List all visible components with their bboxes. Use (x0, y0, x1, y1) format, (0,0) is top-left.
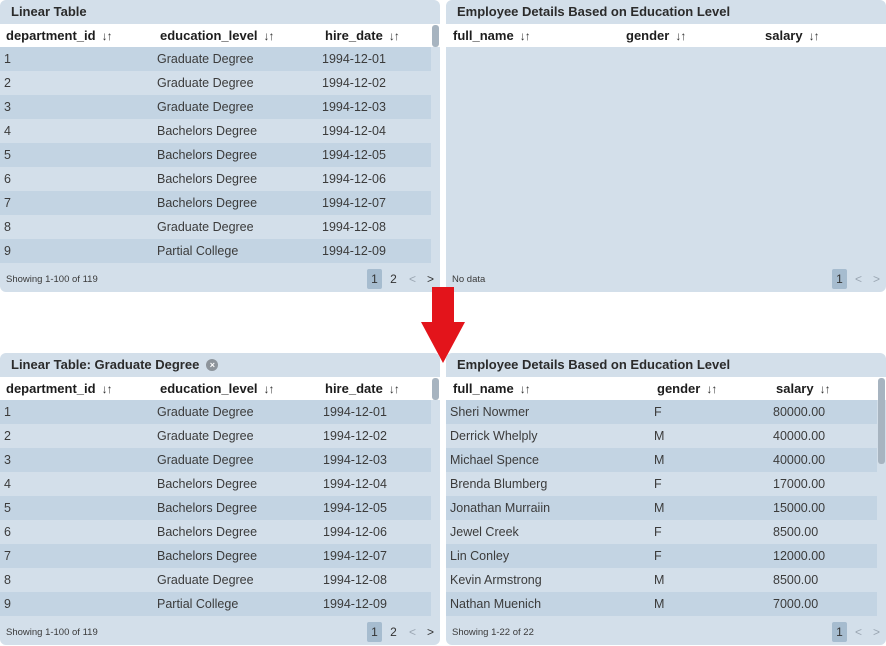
table-cell: 3 (4, 453, 11, 467)
panel-title: Employee Details Based on Education Level (457, 4, 731, 19)
vertical-scrollbar[interactable] (878, 378, 885, 464)
table-row[interactable] (0, 568, 431, 592)
table-row[interactable] (0, 119, 431, 143)
page-1-button[interactable]: 1 (367, 622, 382, 642)
vertical-scrollbar[interactable] (432, 25, 439, 47)
table-cell: M (654, 501, 665, 515)
table-cell: F (654, 405, 662, 419)
table-cell: Bachelors Degree (157, 124, 258, 138)
pagination (367, 622, 437, 642)
table-row[interactable] (446, 472, 877, 496)
column-label: full_name (453, 381, 514, 396)
table-row[interactable] (0, 496, 431, 520)
table-row[interactable] (0, 592, 431, 616)
column-label: education_level (160, 28, 258, 43)
sort-icon[interactable]: ↓↑ (519, 382, 530, 396)
bottom-linear-table-panel (0, 353, 440, 645)
top-linear-table-panel (0, 0, 440, 292)
table-header (0, 24, 440, 47)
table-cell: M (654, 597, 665, 611)
table-cell: Bachelors Degree (157, 549, 258, 563)
table-cell: Jonathan Murraiin (450, 501, 551, 515)
table-cell: 1994-12-07 (323, 549, 387, 563)
table-cell: 7000.00 (773, 597, 819, 611)
table-cell: 1994-12-04 (322, 124, 386, 138)
sort-icon[interactable]: ↓↑ (706, 382, 717, 396)
table-header (446, 24, 886, 47)
table-cell: 12000.00 (773, 549, 826, 563)
table-cell: Bachelors Degree (157, 477, 258, 491)
table-row[interactable] (0, 544, 431, 568)
table-cell: 1994-12-04 (323, 477, 387, 491)
table-row[interactable] (0, 47, 431, 71)
column-label: salary (776, 381, 814, 396)
table-cell: Graduate Degree (157, 453, 254, 467)
table-row[interactable] (0, 71, 431, 95)
table-row[interactable] (0, 400, 431, 424)
table-cell: 1994-12-02 (323, 429, 387, 443)
table-row[interactable] (0, 239, 431, 263)
page-1-button[interactable]: 1 (832, 622, 847, 642)
table-cell: 1994-12-08 (322, 220, 386, 234)
row-count-text: Showing 1-100 of 119 (6, 627, 98, 638)
table-header (0, 377, 440, 400)
table-cell: 1994-12-03 (322, 100, 386, 114)
table-row[interactable] (446, 496, 877, 520)
table-cell: 5 (4, 501, 11, 515)
table-row[interactable] (446, 544, 877, 568)
table-cell: 1 (4, 52, 11, 66)
column-label: hire_date (325, 381, 383, 396)
table-cell: 6 (4, 172, 11, 186)
table-cell: Bachelors Degree (157, 148, 258, 162)
table-cell: 4 (4, 477, 11, 491)
sort-icon[interactable]: ↓↑ (388, 382, 399, 396)
table-row[interactable] (446, 448, 877, 472)
column-header-salary[interactable] (765, 24, 819, 47)
table-cell: 17000.00 (773, 477, 826, 491)
column-label: gender (626, 28, 670, 43)
table-cell: 1994-12-06 (323, 525, 387, 539)
table-row[interactable] (0, 191, 431, 215)
table-cell: 9 (4, 597, 11, 611)
table-cell: 1994-12-06 (322, 172, 386, 186)
down-arrow-icon (421, 287, 465, 363)
table-row[interactable] (0, 167, 431, 191)
table-row[interactable] (0, 472, 431, 496)
table-cell: 1994-12-03 (323, 453, 387, 467)
sort-icon[interactable]: ↓↑ (675, 29, 686, 43)
table-cell: 1994-12-05 (322, 148, 386, 162)
table-row[interactable] (446, 568, 877, 592)
table-cell: Graduate Degree (157, 429, 254, 443)
no-data-text: No data (452, 274, 486, 285)
page-1-button[interactable]: 1 (832, 269, 847, 289)
page-2-button[interactable]: 2 (390, 625, 397, 639)
table-cell: 1994-12-07 (322, 196, 386, 210)
column-label: salary (765, 28, 803, 43)
table-cell: 1994-12-08 (323, 573, 387, 587)
table-cell: Lin Conley (450, 549, 510, 563)
table-cell: 40000.00 (773, 453, 826, 467)
column-header-salary[interactable] (776, 377, 830, 400)
sort-icon[interactable]: ↓↑ (101, 382, 112, 396)
table-cell: 3 (4, 100, 11, 114)
table-cell: F (654, 477, 662, 491)
table-cell: Graduate Degree (157, 573, 254, 587)
table-cell: 1994-12-09 (323, 597, 387, 611)
column-header-full-name[interactable] (453, 377, 530, 400)
column-label: gender (657, 381, 701, 396)
table-cell: 8 (4, 573, 11, 587)
column-header-full-name[interactable] (453, 24, 530, 47)
table-cell: Bachelors Degree (157, 196, 258, 210)
column-label: department_id (6, 28, 96, 43)
column-header-education-level[interactable] (160, 24, 274, 47)
next-page-button[interactable]: > (426, 625, 434, 639)
table-cell: F (654, 549, 662, 563)
table-cell: 7 (4, 549, 11, 563)
next-page-button[interactable]: > (426, 272, 434, 286)
prev-page-button[interactable]: < (854, 272, 862, 286)
table-cell: M (654, 573, 665, 587)
table-cell: Partial College (157, 244, 239, 258)
panel-title: Linear Table (11, 4, 87, 19)
table-row[interactable] (0, 95, 431, 119)
top-employee-details-panel (446, 0, 886, 292)
table-cell: 8500.00 (773, 573, 819, 587)
column-header-hire-date[interactable] (325, 377, 399, 400)
column-header-education-level[interactable] (160, 377, 274, 400)
table-cell: Bachelors Degree (157, 501, 258, 515)
table-cell: 7 (4, 196, 11, 210)
table-cell: 8 (4, 220, 11, 234)
table-cell: 9 (4, 244, 11, 258)
column-header-department-id[interactable] (6, 24, 112, 47)
column-label: full_name (453, 28, 514, 43)
column-label: hire_date (325, 28, 383, 43)
bottom-employee-details-panel (446, 353, 886, 645)
panel-title (0, 353, 440, 377)
pagination (367, 269, 437, 289)
table-cell: 5 (4, 148, 11, 162)
table-cell: 2 (4, 76, 11, 90)
table-row[interactable] (0, 424, 431, 448)
table-cell: Bachelors Degree (157, 525, 258, 539)
table-cell: F (654, 525, 662, 539)
table-cell: 15000.00 (773, 501, 826, 515)
sort-icon[interactable]: ↓↑ (101, 29, 112, 43)
page-2-button[interactable]: 2 (390, 272, 397, 286)
table-cell: 80000.00 (773, 405, 826, 419)
table-header (446, 377, 886, 400)
table-cell: 1 (4, 405, 11, 419)
table-cell: M (654, 453, 665, 467)
pagination (832, 622, 884, 642)
prev-page-button[interactable]: < (408, 272, 416, 286)
table-cell: 1994-12-01 (323, 405, 387, 419)
table-row[interactable] (0, 520, 431, 544)
column-header-gender[interactable] (657, 377, 716, 400)
table-row[interactable] (0, 448, 431, 472)
table-row[interactable] (0, 215, 431, 239)
panel-title-text: Linear Table: Graduate Degree (11, 357, 200, 372)
panel-title: Employee Details Based on Education Level (457, 357, 731, 372)
table-cell: Graduate Degree (157, 52, 254, 66)
table-cell: 1994-12-01 (322, 52, 386, 66)
table-cell: Derrick Whelply (450, 429, 538, 443)
pagination (832, 269, 884, 289)
table-cell: Kevin Armstrong (450, 573, 542, 587)
table-cell: Partial College (157, 597, 239, 611)
sort-icon[interactable]: ↓↑ (263, 29, 274, 43)
table-cell: 40000.00 (773, 429, 826, 443)
sort-icon[interactable]: ↓↑ (263, 382, 274, 396)
sort-icon[interactable]: ↓↑ (519, 29, 530, 43)
table-cell: Graduate Degree (157, 100, 254, 114)
table-row[interactable] (446, 520, 877, 544)
table-row[interactable] (446, 592, 877, 616)
row-count-text: Showing 1-22 of 22 (452, 627, 534, 638)
clear-filter-icon[interactable]: × (206, 359, 218, 371)
table-cell: Brenda Blumberg (450, 477, 548, 491)
table-row[interactable] (446, 424, 877, 448)
table-row[interactable] (446, 400, 877, 424)
table-cell: 4 (4, 124, 11, 138)
table-cell: Nathan Muenich (450, 597, 542, 611)
table-cell: Jewel Creek (450, 525, 519, 539)
table-cell: Sheri Nowmer (450, 405, 530, 419)
table-cell: 2 (4, 429, 11, 443)
table-cell: 8500.00 (773, 525, 819, 539)
page-1-button[interactable]: 1 (367, 269, 382, 289)
table-cell: Graduate Degree (157, 220, 254, 234)
table-cell: Michael Spence (450, 453, 539, 467)
next-page-button[interactable]: > (872, 625, 880, 639)
table-cell: Bachelors Degree (157, 172, 258, 186)
vertical-scrollbar[interactable] (432, 378, 439, 400)
column-header-gender[interactable] (626, 24, 685, 47)
sort-icon[interactable]: ↓↑ (819, 382, 830, 396)
next-page-button[interactable]: > (872, 272, 880, 286)
column-header-hire-date[interactable] (325, 24, 399, 47)
table-cell: Graduate Degree (157, 76, 254, 90)
sort-icon[interactable]: ↓↑ (388, 29, 399, 43)
table-row[interactable] (0, 143, 431, 167)
table-cell: M (654, 429, 665, 443)
table-cell: Graduate Degree (157, 405, 254, 419)
table-cell: 6 (4, 525, 11, 539)
column-header-department-id[interactable] (6, 377, 112, 400)
prev-page-button[interactable]: < (854, 625, 862, 639)
table-cell: 1994-12-05 (323, 501, 387, 515)
column-label: department_id (6, 381, 96, 396)
table-cell: 1994-12-02 (322, 76, 386, 90)
table-cell: 1994-12-09 (322, 244, 386, 258)
sort-icon[interactable]: ↓↑ (808, 29, 819, 43)
column-label: education_level (160, 381, 258, 396)
row-count-text: Showing 1-100 of 119 (6, 274, 98, 285)
prev-page-button[interactable]: < (408, 625, 416, 639)
